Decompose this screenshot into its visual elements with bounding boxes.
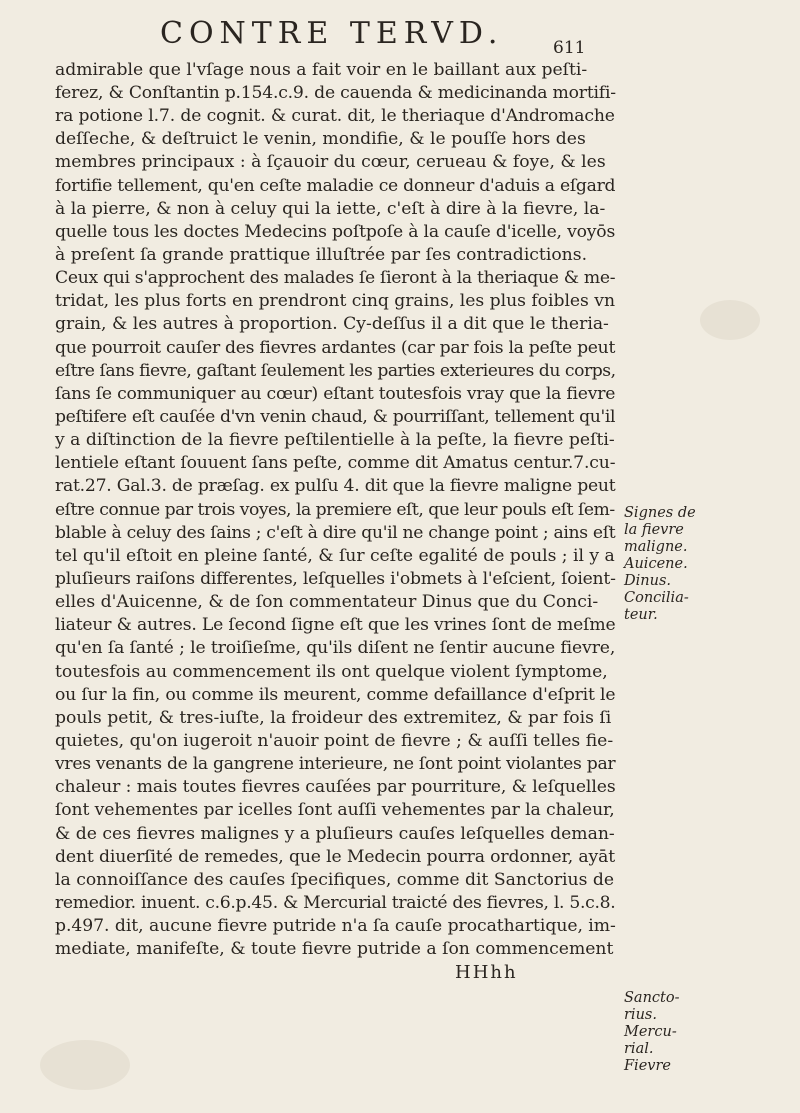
text-line: remedior. inuent. c.6.p.45. & Mercurial traicté des fievres, l. 5.c.8. [55,892,616,913]
text-line: blable à celuy des ſains ; c'eſt à dire qu'il ne change point ; ains eſt [55,522,616,543]
text-line: eſtre ſans fievre, gaſtant ſeulement les parties exterieures du corps, [55,360,616,381]
text-line: lentiele eſtant ſouuent ſans peſte, comme dit Amatus centur.7.cu- [55,453,616,474]
margin-note: Sancto- [624,990,680,1006]
text-line: que pourroit cauſer des fievres ardantes (car par fois la peſte peut [55,337,616,358]
text-line: peſtifere eſt cauſée d'vn venin chaud, & pourriſſant, tellement qu'il [55,406,616,427]
text-line: la connoiſſance des cauſes ſpecifiques, comme dit Sanctorius de [55,869,615,890]
margin-note: Mercu- [624,1024,677,1040]
text-line: p.497. dit, aucune fievre putride n'a ſa cauſe procathartique, im- [55,916,616,937]
text-line: mediate, manifeſte, & toute fievre putride a ſon commencement [55,939,614,960]
paper-stain [40,1040,130,1090]
text-line: deſſeche, & deſtruict le venin, mondifie, & le pouſſe hors des [55,129,586,150]
margin-note: Dinus. [624,573,671,589]
margin-note: maligne. [624,539,688,555]
text-line: admirable que l'vſage nous a fait voir en le baillant aux peſti- [55,60,588,80]
text-line: elles d'Auicenne, & de ſon commentateur Dinus que du Conci- [55,592,599,613]
margin-note: Fievre [624,1058,671,1074]
text-line: tel qu'il eſtoit en pleine ſanté, & ſur ceſte egalité de pouls ; il y a [55,545,615,566]
text-line: pluſieurs raiſons differentes, leſquelles i'obmets à l'eſcient, ſoient- [55,568,616,589]
text-line: liateur & autres. Le ſecond ſigne eſt que les vrines ſont de meſme [55,615,616,636]
margin-note: Auicene. [624,556,688,572]
running-title: CONTRE TERVD. [160,16,504,51]
margin-note: teur. [624,607,658,623]
text-line: dent diuerſité de remedes, que le Medecin pourra ordonner, ayāt [55,846,615,867]
text-line: toutesfois au commencement ils ont quelque violent ſymptome, [55,661,608,682]
text-line: vres venants de la gangrene interieure, ne ſont point violantes par [55,754,616,775]
margin-note: Signes de [624,505,696,521]
text-line: & de ces fievres malignes y a pluſieurs cauſes leſquelles deman- [55,823,615,844]
text-line: ſont vehementes par icelles ſont auſſi vehementes par la chaleur, [55,800,615,821]
text-line: rat.27. Gal.3. de præſag. ex pulſu 4. dit que la fievre maligne peut [55,476,616,497]
text-line: quietes, qu'on iugeroit n'auoir point de fievre ; & auſſi telles fie- [55,730,614,751]
text-line: ferez, & Conſtantin p.154.c.9. de cauenda & medicinanda mortifi- [55,83,616,103]
margin-note: rius. [624,1007,657,1023]
text-line: y a diſtinction de la fievre peſtilentielle à la peſte, la fievre peſti- [55,430,615,451]
signature-mark: HHhh [455,962,518,984]
margin-notes-bottom [624,990,704,1075]
margin-notes-top [624,505,704,624]
margin-note: rial. [624,1041,654,1057]
margin-note: Concilia- [624,590,689,606]
main-text-block [55,58,615,984]
text-line: à preſent ſa grande prattique illuſtrée par ſes contradictions. [55,244,588,265]
text-line: à la pierre, & non à celuy qui la iette, c'eſt à dire à la fievre, la- [55,198,606,219]
text-line: grain, & les autres à proportion. Cy-deſſus il a dit que le theria- [55,314,609,335]
margin-note: la fievre [624,522,684,538]
text-line: ſans ſe communiquer au cœur) eſtant toutesfois vray que la fievre [55,383,616,404]
text-line: eſtre connue par trois voyes, la premiere eſt, que leur pouls eſt ſem- [55,499,615,520]
text-line: pouls petit, & tres-iuſte, la froideur des extremitez, & par fois ſi [55,707,612,728]
text-line: qu'en ſa ſanté ; le troiſieſme, qu'ils diſent ne ſentir aucune fievre, [55,638,616,659]
text-line: tridat, les plus forts en prendront cinq grains, les plus foibles vn [55,291,616,312]
page-header [0,14,800,58]
text-line: chaleur : mais toutes fievres cauſées par pourriture, & leſquelles [55,777,616,798]
text-line: Ceux qui s'approchent des malades ſe ſieront à la theriaque & me- [55,268,616,289]
page-number: 611 [553,38,586,58]
text-line: fortifie tellement, qu'en ceſte maladie ce donneur d'aduis a eſgard [55,175,616,196]
text-line: membres principaux : à ſçauoir du cœur, cerueau & foye, & les [55,152,606,173]
text-line: ra potione l.7. de cognit. & curat. dit, le theriaque d'Andromache [55,106,615,127]
paper-stain [700,300,760,340]
text-line: ou ſur la fin, ou comme ils meurent, comme defaillance d'eſprit le [55,684,616,705]
text-line: quelle tous les doctes Medecins poſtpoſe à la cauſe d'icelle, voyōs [55,221,616,242]
